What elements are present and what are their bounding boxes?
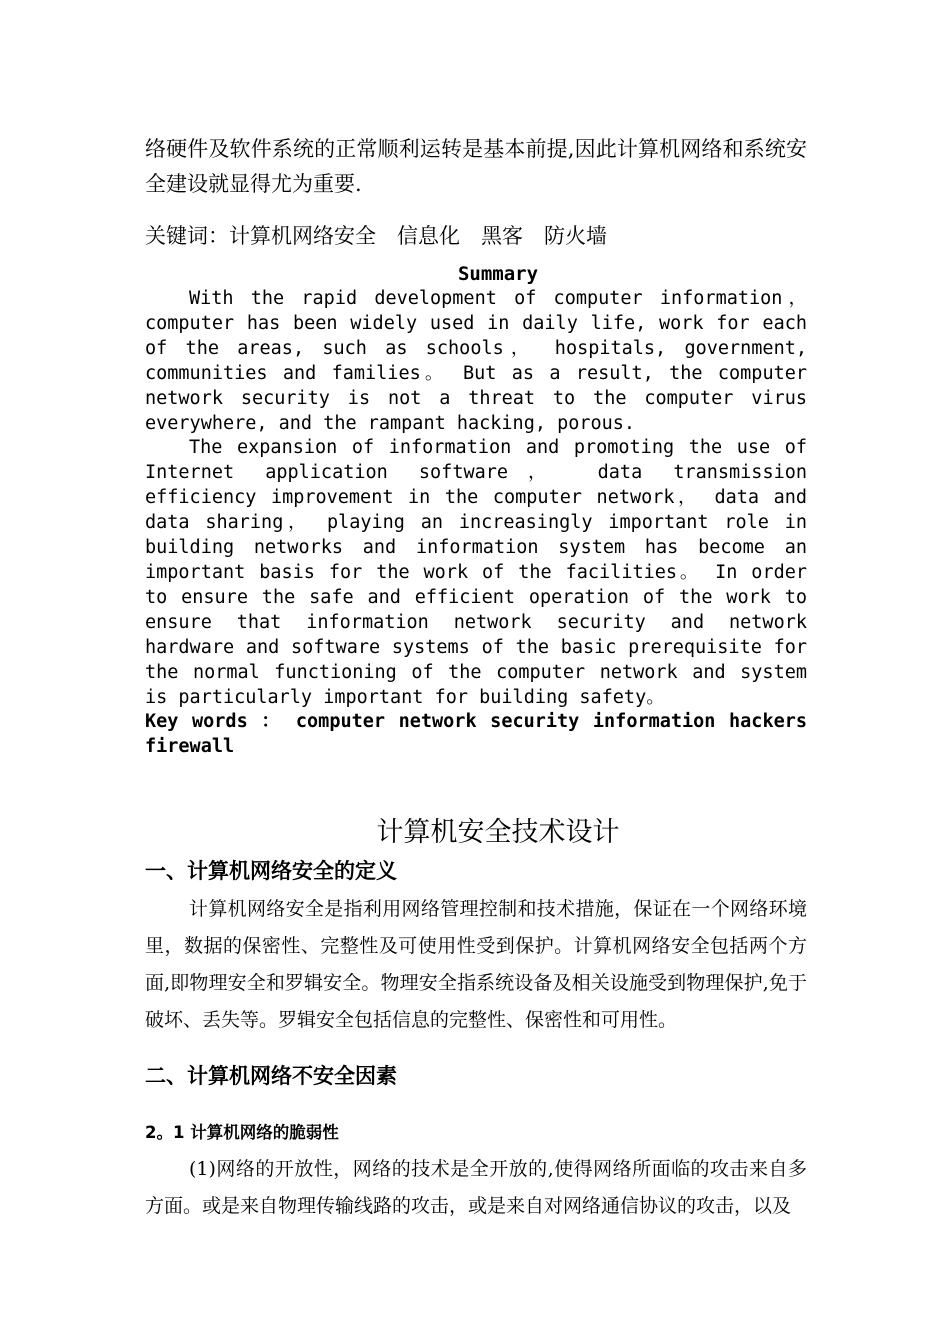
summary-paragraph-1: With the rapid development of computer information， computer has been widely used in daily life, work for each of the areas, such as schools， hospitals, government, communities and families。 But as a result, the computer network security is not a threat to the computer virus everywhere, and the rampant hacking, porous. — [145, 288, 807, 434]
english-abstract — [145, 287, 807, 760]
intro-paragraph-end: 络硬件及软件系统的正常顺利运转是基本前提,因此计算机网络和系统安全建设就显得尤为重要. — [145, 137, 807, 196]
chinese-keywords: 关键词：计算机网络安全 信息化 黑客 防火墙 — [145, 224, 607, 248]
section-1-body: 计算机网络安全是指利用网络管理控制和技术措施，保证在一个网络环境里，数据的保密性、完整性及可使用性受到保护。计算机网络安全包括两个方面,即物理安全和罗辑安全。物理安全指系统设备及相关设施受到物理保护,免于破坏、丢失等。罗辑安全包括信息的完整性、保密性和可用性。 — [145, 898, 807, 1031]
section-1-heading: 一、计算机网络安全的定义 — [145, 859, 397, 883]
section-2-heading: 二、计算机网络不安全因素 — [145, 1064, 397, 1088]
summary-title: Summary — [457, 263, 539, 285]
summary-paragraph-2: The expansion of information and promoting the use of Internet application software， data transmission efficiency improvement in the computer network， data and data sharing， playing an increasingly important role in building networks and information system has become an important basis for the work of the facilities。 In order to ensure the safe and efficient operation of the work to ensure that information network security and network hardware and software systems of the basic prerequisite for the normal functioning of the computer network and system is particularly important for building safety。 — [145, 437, 807, 708]
document-title: 计算机安全技术设计 — [376, 817, 620, 848]
english-keywords: Key words ： computer network security information hackers firewall — [145, 711, 807, 758]
section-2-1-body: (1)网络的开放性，网络的技术是全开放的,使得网络所面临的攻击来自多方面。或是来自物理传输线路的攻击，或是来自对网络通信协议的攻击，以及 — [145, 1158, 807, 1217]
section-2-1-heading: 2。1 计算机网络的脆弱性 — [145, 1123, 339, 1142]
